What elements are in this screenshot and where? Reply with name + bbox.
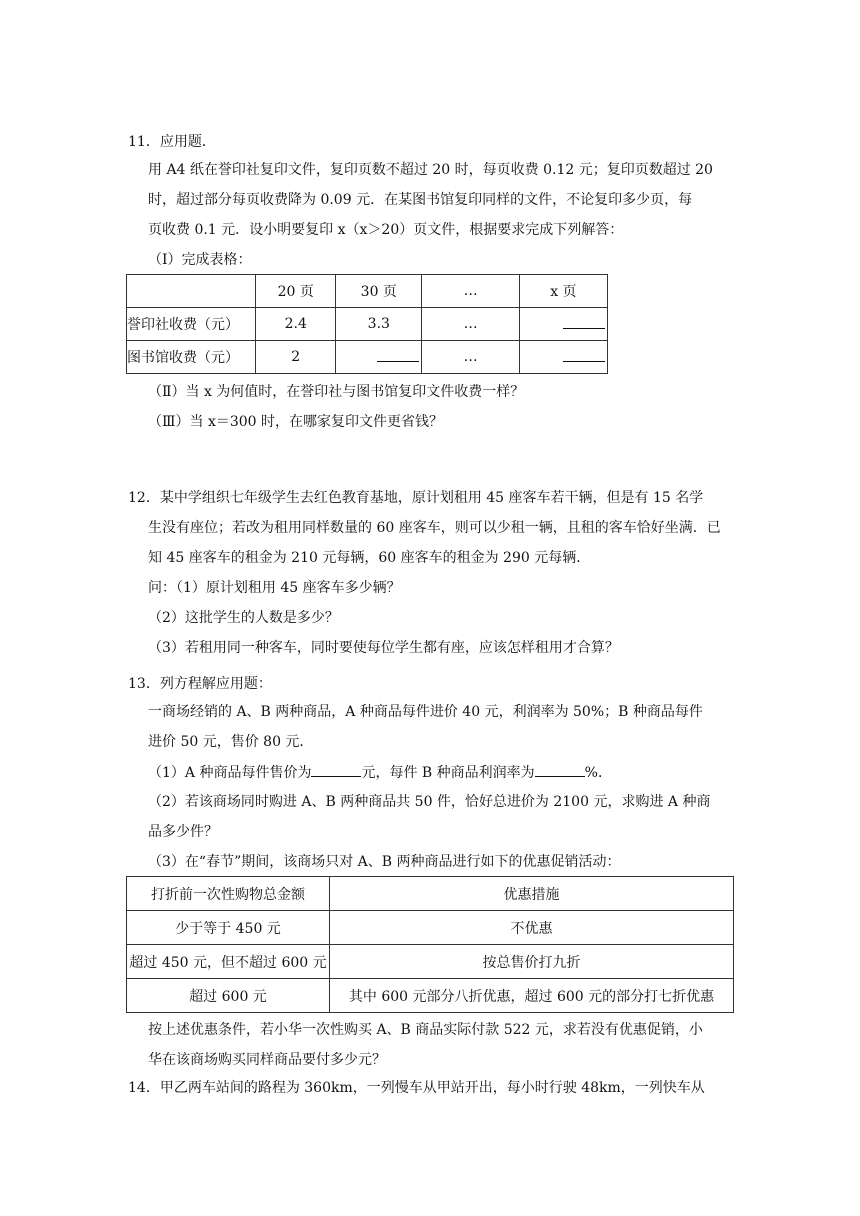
q12-paragraph-line-2: 生没有座位；若改为租用同样数量的 60 座客车，则可以少租一辆，且租的客车恰好坐满．已 <box>148 520 721 536</box>
table-row <box>127 877 734 911</box>
q13-paragraph-line-2: 进价 50 元，售价 80 元． <box>148 734 314 750</box>
q13-discount-table <box>126 876 734 1013</box>
table-cell: 少于等于 450 元 <box>127 911 330 945</box>
answer-blank-cell <box>336 341 422 374</box>
answer-blank[interactable] <box>311 762 361 777</box>
table-row <box>127 911 734 945</box>
q13-tail-line-1: 按上述优惠条件，若小华一次性购买 A、B 商品实际付款 522 元，求若没有优惠促销，小 <box>148 1022 703 1038</box>
q13-heading: 13．列方程解应用题： <box>128 676 272 692</box>
table-cell: 2 <box>256 341 336 374</box>
answer-blank[interactable] <box>563 316 605 329</box>
q14-paragraph-line-1: 14．甲乙两车站间的路程为 360km，一列慢车从甲站开出，每小时行驶 48km，一列快车从 <box>128 1080 705 1096</box>
answer-blank[interactable] <box>535 762 585 777</box>
q13-question-1 <box>148 762 612 783</box>
table-cell <box>127 275 256 308</box>
q12-question-3: （3）若租用同一种客车，同时要使每位学生都有座，应该怎样租用才合算？ <box>148 640 619 656</box>
table-cell: 图书馆收费（元） <box>127 341 256 374</box>
q12-question-2: （2）这批学生的人数是多少？ <box>148 610 339 626</box>
table-row <box>127 275 608 308</box>
q13-q1-text-b: 元，每件 B 种商品利润率为 <box>361 765 535 781</box>
table-cell: 2.4 <box>256 308 336 341</box>
q11-heading: 11．应用题． <box>128 134 216 150</box>
table-cell: 誉印社收费（元） <box>127 308 256 341</box>
table-row <box>127 341 608 374</box>
table-cell: x 页 <box>519 275 607 308</box>
q12-paragraph-line-3: 知 45 座客车的租金为 210 元每辆，60 座客车的租金为 290 元每辆． <box>148 550 591 566</box>
table-cell: 3.3 <box>336 308 422 341</box>
table-cell: … <box>422 308 519 341</box>
q11-part-2: （Ⅱ）当 x 为何值时，在誉印社与图书馆复印文件收费一样？ <box>148 384 525 400</box>
table-cell: 打折前一次性购物总金额 <box>127 877 330 911</box>
q13-question-2-line-1: （2）若该商场同时购进 A、B 两种商品共 50 件，恰好总进价为 2100 元，求购进 A 种商 <box>148 794 711 810</box>
q11-part-1: （Ⅰ）完成表格： <box>148 252 252 268</box>
q11-paragraph-line-2: 时，超过部分每页收费降为 0.09 元．在某图书馆复印同样的文件，不论复印多少页，每 <box>148 192 693 208</box>
table-cell: 不优惠 <box>330 911 734 945</box>
q12-question-1: 问：（1）原计划租用 45 座客车多少辆？ <box>148 580 401 596</box>
q11-fee-table <box>126 274 608 374</box>
q13-paragraph-line-1: 一商场经销的 A、B 两种商品，A 种商品每件进价 40 元，利润率为 50%；B 种商品每件 <box>148 704 703 720</box>
q13-question-2-line-2: 品多少件？ <box>148 824 218 840</box>
q13-q1-text-a: （1）A 种商品每件售价为 <box>148 765 312 781</box>
table-row <box>127 979 734 1013</box>
table-row <box>127 945 734 979</box>
answer-blank-cell <box>519 308 607 341</box>
q13-tail-line-2: 华在该商场购买同样商品要付多少元？ <box>148 1052 386 1068</box>
q11-part-3: （Ⅲ）当 x＝300 时，在哪家复印文件更省钱？ <box>148 414 444 430</box>
table-cell: 超过 450 元，但不超过 600 元 <box>127 945 330 979</box>
q13-question-3: （3）在“春节”期间，该商场只对 A、B 两种商品进行如下的优惠促销活动： <box>148 854 621 870</box>
table-cell: 20 页 <box>256 275 336 308</box>
table-cell: 优惠措施 <box>330 877 734 911</box>
q13-q1-text-c: %． <box>584 765 612 781</box>
answer-blank[interactable] <box>377 349 419 362</box>
q11-paragraph-line-3: 页收费 0.1 元．设小明要复印 x（x＞20）页文件，根据要求完成下列解答： <box>148 222 624 238</box>
table-cell: 按总售价打九折 <box>330 945 734 979</box>
q12-paragraph-line-1: 12．某中学组织七年级学生去红色教育基地，原计划租用 45 座客车若干辆，但是有 15 名学 <box>128 490 704 506</box>
answer-blank[interactable] <box>563 349 605 362</box>
table-cell: 其中 600 元部分八折优惠，超过 600 元的部分打七折优惠 <box>330 979 734 1013</box>
table-cell: … <box>422 341 519 374</box>
table-cell: … <box>422 275 519 308</box>
table-row <box>127 308 608 341</box>
q11-paragraph-line-1: 用 A4 纸在誉印社复印文件，复印页数不超过 20 时，每页收费 0.12 元；复印页数超过 20 <box>148 162 713 178</box>
answer-blank-cell <box>519 341 607 374</box>
table-cell: 超过 600 元 <box>127 979 330 1013</box>
table-cell: 30 页 <box>336 275 422 308</box>
